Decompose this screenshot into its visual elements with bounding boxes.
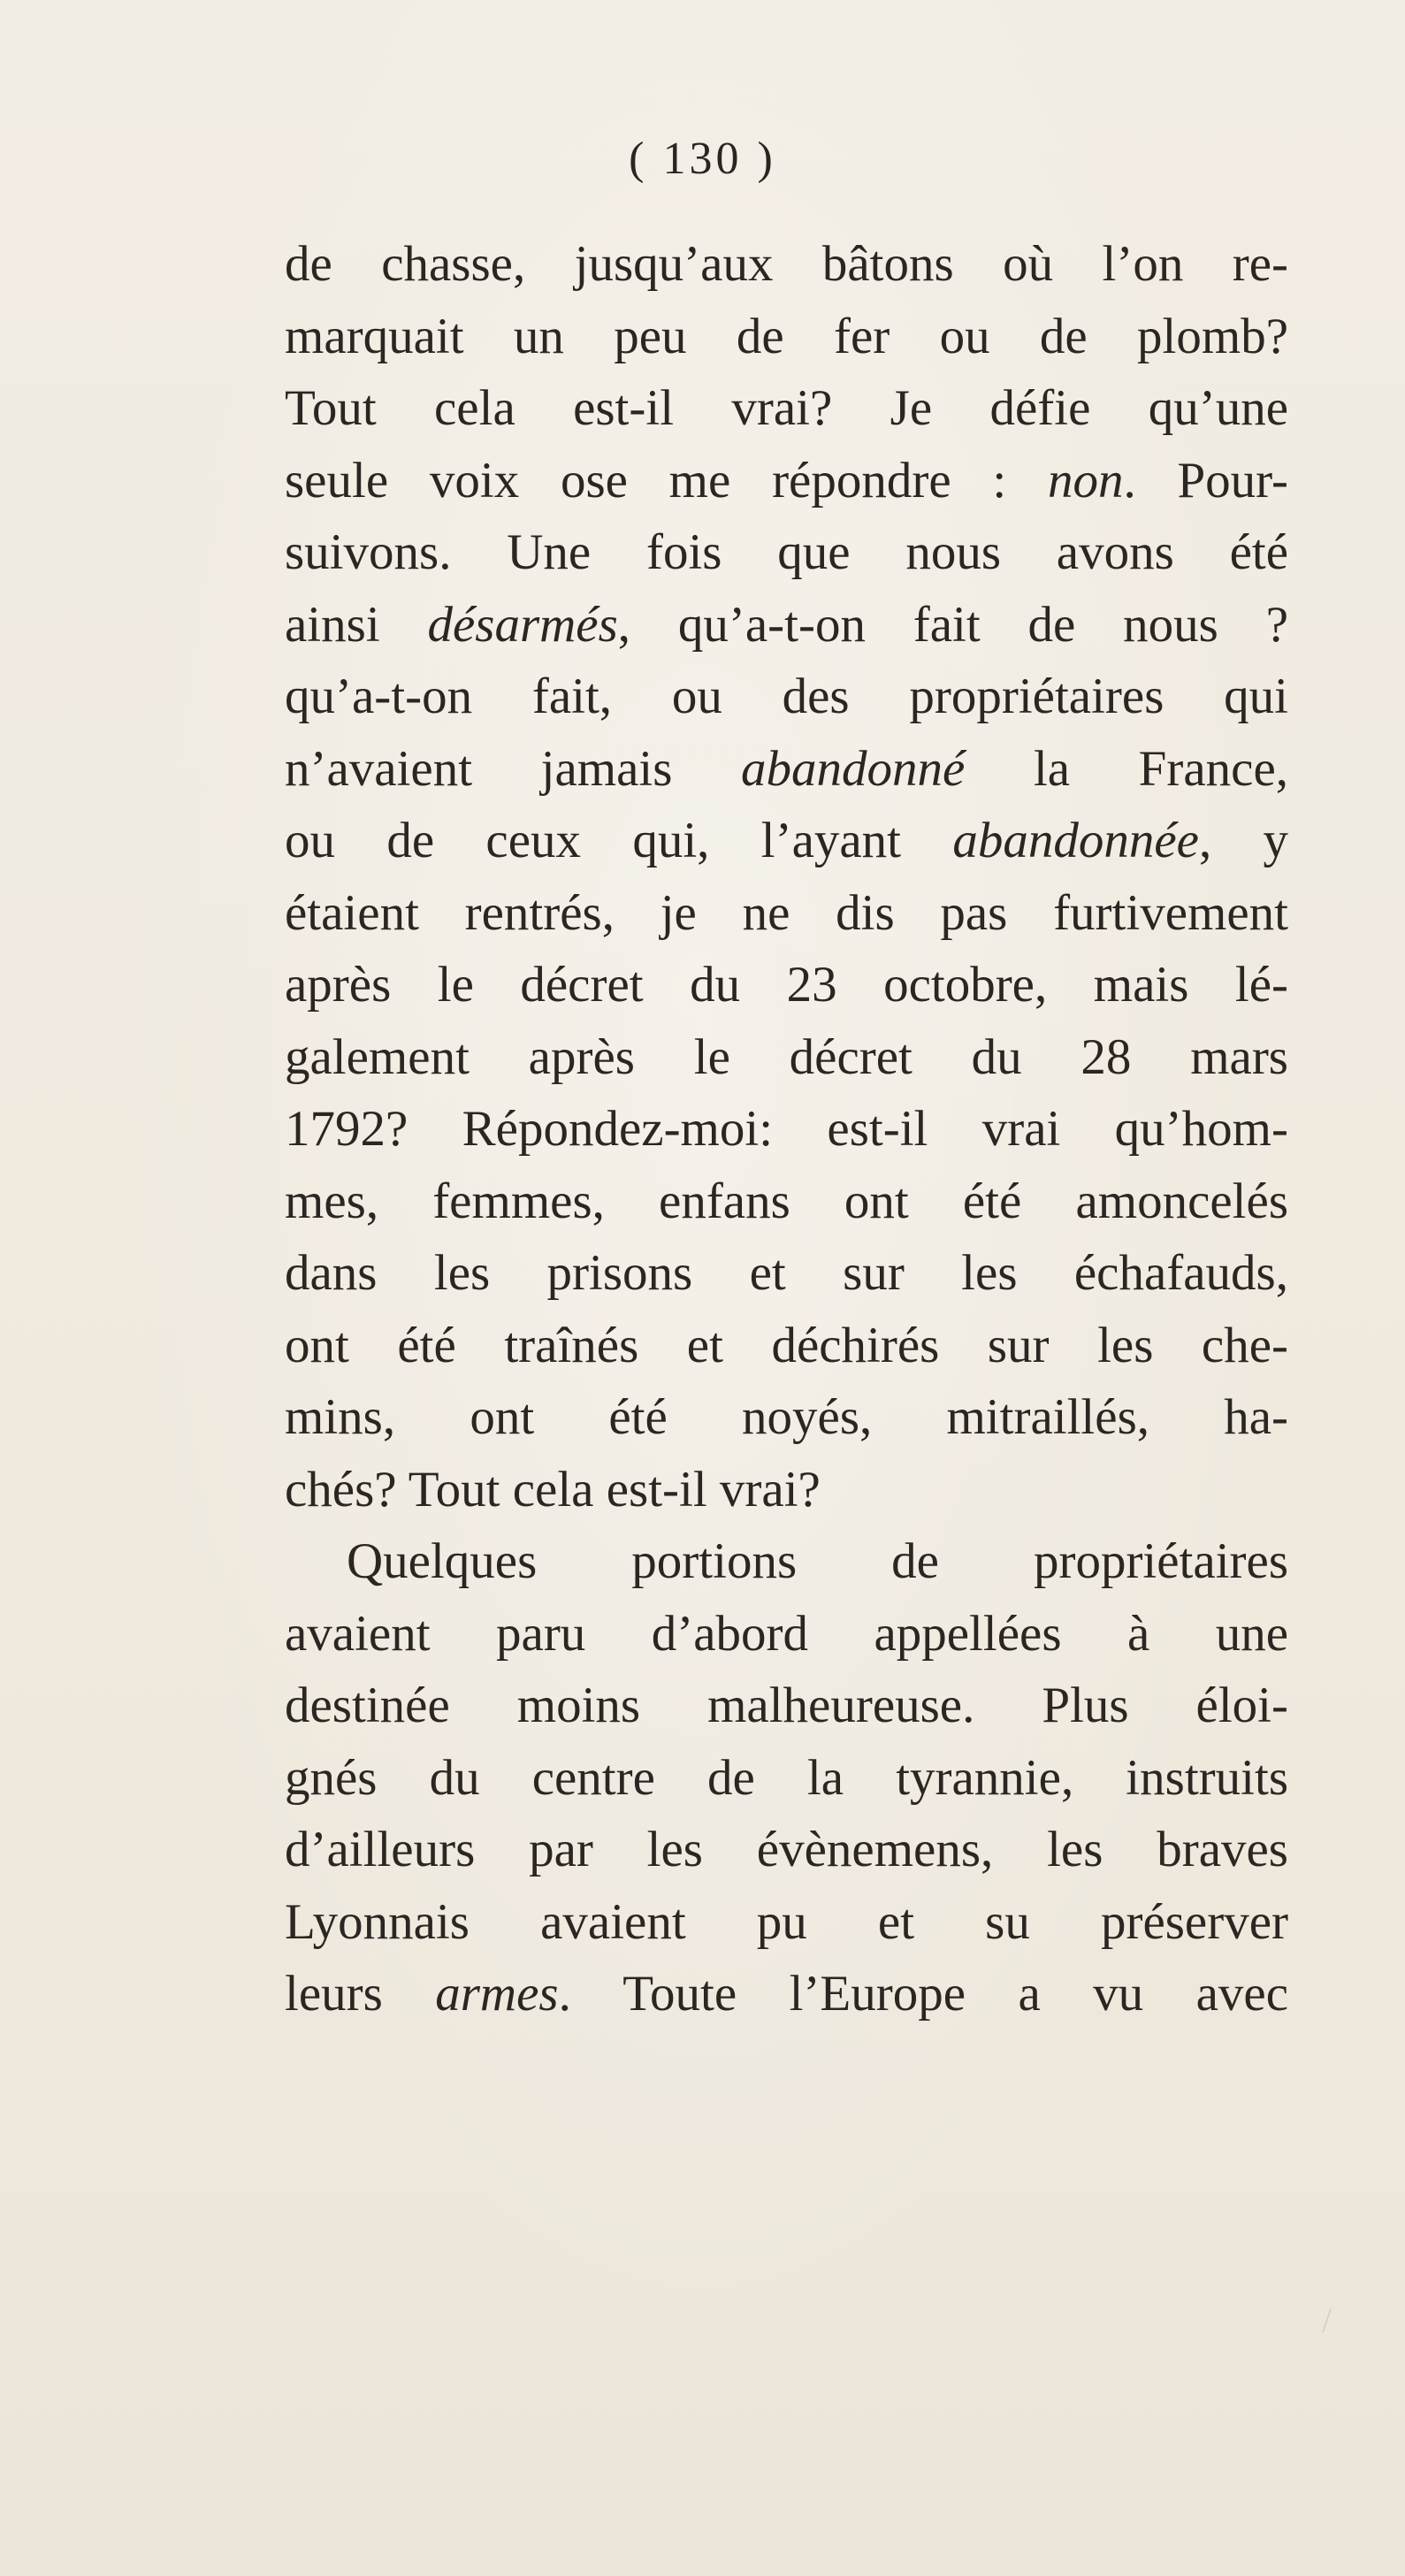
text-segment: . Toute l’Europe a vu avec — [558, 1966, 1288, 2022]
text-line — [285, 589, 1288, 661]
text-line: destinée moins malheureuse. Plus éloi- — [285, 1678, 1288, 1733]
text-line: étaient rentrés, je ne dis pas furtivement — [285, 884, 1288, 941]
text-line: dans les prisons et sur les échafauds, — [285, 1245, 1288, 1301]
italic-word: armes — [435, 1966, 559, 2022]
text-line — [285, 1958, 1288, 2030]
page-number: ( 130 ) — [629, 134, 776, 184]
italic-word: abandonné — [741, 740, 966, 797]
text-line: marquait un peu de fer ou de plomb? — [285, 308, 1288, 364]
text-line: Lyonnais avaient pu et su préserver — [285, 1893, 1288, 1950]
text-segment: . Pour- — [1123, 452, 1288, 508]
text-segment: , qu’a-t-on fait de nous ? — [617, 596, 1288, 653]
text-segment: seule voix ose me répondre : — [285, 452, 1048, 508]
text-line: qu’a-t-on fait, ou des propriétaires qui — [285, 669, 1288, 724]
text-line: de chasse, jusqu’aux bâtons où l’on re- — [285, 236, 1288, 292]
text-line: ont été traînés et déchirés sur les che- — [285, 1317, 1288, 1373]
text-line: d’ailleurs par les évènemens, les braves — [285, 1822, 1288, 1877]
text-line: chés? Tout cela est-il vrai? — [285, 1461, 821, 1517]
text-segment: ainsi — [285, 596, 428, 653]
text-line: après le décret du 23 octobre, mais lé- — [285, 957, 1288, 1013]
text-line: avaient paru d’abord appellées à une — [285, 1605, 1288, 1662]
paper-speck: / — [1322, 2300, 1332, 2340]
text-segment: la France, — [965, 740, 1288, 797]
text-segment: , y — [1198, 813, 1289, 868]
text-line: Quelques portions de propriétaires — [347, 1533, 1288, 1589]
text-line: mes, femmes, enfans ont été amoncelés — [285, 1173, 1288, 1229]
text-line: Tout cela est-il vrai? Je défie qu’une — [285, 380, 1288, 436]
body-text — [285, 228, 1288, 2030]
text-line: 1792? Répondez-moi: est-il vrai qu’hom- — [285, 1101, 1288, 1157]
text-line — [285, 805, 1288, 877]
text-segment: ou de ceux qui, l’ayant — [285, 813, 953, 868]
text-line — [285, 733, 1288, 806]
italic-word: abandonnée — [952, 813, 1199, 868]
text-segment: n’avaient jamais — [285, 740, 742, 797]
text-line: mins, ont été noyés, mitraillés, ha- — [285, 1389, 1288, 1445]
italic-word: non — [1047, 452, 1124, 508]
text-line: galement après le décret du 28 mars — [285, 1028, 1288, 1085]
text-line: suivons. Une fois que nous avons été — [285, 524, 1288, 580]
text-line: gnés du centre de la tyrannie, instruits — [285, 1749, 1288, 1806]
text-segment: leurs — [285, 1966, 436, 2022]
text-line — [285, 445, 1288, 517]
italic-word: désarmés — [427, 596, 618, 653]
